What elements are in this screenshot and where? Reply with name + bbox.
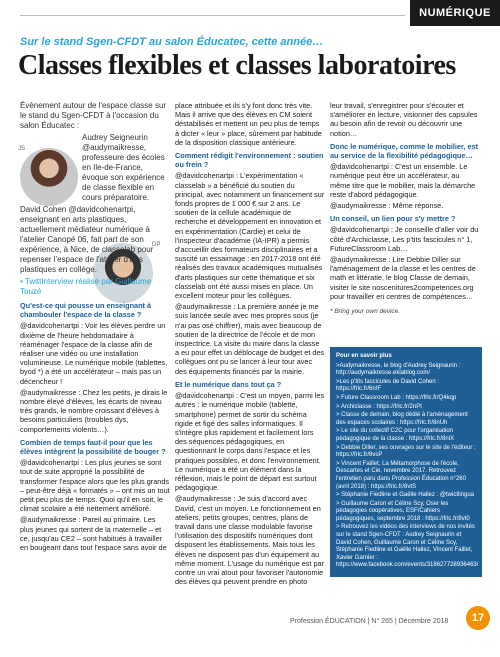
- intro-audrey: Audrey Seigneurin @audymaikresse, professeure des écoles en Ile-de-France, évoque son expérience de classe flexible en cours préparatoire.: [82, 133, 165, 202]
- answer-5a: @davidcohenartpi : C'est un ensemble. Le numérique peut être un accélérateur, au même titre que le mobilier, mais la démarche reste d'abord pédagogique.: [330, 162, 476, 199]
- more-info-title: Pour en savoir plus: [336, 353, 392, 359]
- more-info-item[interactable]: > Classe de demain, blog dédié à l'aménagement des espaces scolaires : https://frlc.fr/8nUh: [336, 412, 468, 426]
- portrait-initial-1: JS: [18, 146, 26, 152]
- answer-6b: @audymaikresse : Lire Debbie Diller sur l'aménagement de la classe et les centres de math et littératie, le blog Classe de demain, visiter le site noscenitures2competences.org pour travailler en centres de compétences…: [330, 255, 476, 301]
- header-rule: [20, 15, 405, 16]
- more-info-item[interactable]: > Le site du collectif C2C pour l'organisation pédagogique de la classe : https://frlc.fr/8nlX: [336, 428, 455, 442]
- answer-2a: @davidcohenartpi : Les plus jeunes se sont tout de suite approprié la possibilité de transformer l'espace alors que les plus grands – peut-être déjà « formatés » – ont mis un tout petit peu plus de temps. Quoi qu'il en soit, le climat scolaire a été nettement amélioré.: [20, 458, 170, 514]
- footer-text: Profession ÉDUCATION | N° 265 | Décembre 2018: [290, 618, 449, 625]
- more-info-item[interactable]: > Stéphanie Fiedline et Gaëlle Hallez : @twictlingua: [336, 492, 474, 499]
- page-number: 17: [466, 606, 490, 630]
- answer-2b-cont: place attribuée et ils s'y font donc très vite. Mais il arrive que des élèves en CM soient déstabilisés et mettent un peu plus de temps à dicter « leur » place, sûrement par habitude de la disposition classique antérieure.: [175, 101, 322, 147]
- more-info-item[interactable]: > Debbie Diller, ses ouvrages sur le site de l'éditeur : https://frlc.fr/8vsP: [336, 444, 476, 459]
- question-4: Et le numérique dans tout ça ?: [175, 379, 282, 389]
- answer-4a: @davidcohenartpi : C'est un moyen, parmi les autres : le numérique mobile (tablette, smartphone) permet de sortir du schéma rigide et figé des salles informatiques. Il s'intègre plus rapidement et facilement lors des séquences pédagogiques, en questionnant le corps dans l'espace et les pratiques possibles, et donc l'environnement. Le numérique a été un élément dans la réflexion, mais le point de départ est surtout pédagogique.: [175, 391, 325, 493]
- question-3: Comment rédigit l'environnement : soutien ou frein ?: [175, 151, 324, 170]
- question-2: Combien de temps faut-il pour que les élèves intègrent la possibilité de bouger ?: [20, 437, 166, 457]
- question-6: Un conseil, un lien pour s'y mettre ?: [330, 214, 456, 224]
- answer-6a: @davidcohenartpi : Je conseille d'aller voir du côté d'Archiclasse, Les p'tits fascicules n° 1, FutureClassroom Lab…: [330, 225, 479, 253]
- question-1: Qu'est-ce qui pousse un enseignant à chambouler l'espace de la classe ?: [20, 301, 152, 320]
- more-info-item[interactable]: > Archiclasse : https://frlc.fr/2nPt: [336, 403, 422, 410]
- intro-audrey-wrap: [82, 133, 170, 203]
- question-5: Donc le numérique, comme le mobilier, est au service de la flexibilité pédagogique…: [330, 141, 479, 161]
- more-info-item[interactable]: > Future Classroom Lab : https://frlc.fr/Q4kqp: [336, 394, 457, 401]
- more-info-box: [330, 347, 482, 577]
- more-info-item[interactable]: > Vincent Faillet, La Métamorphose de l'école, Descartes et Cie, novembre 2017. Retrouvez l'entretien paru dans Profession Éducation n°260 (avril 2018) : https://frlc.fr/8vtS: [336, 460, 466, 490]
- column-1: [20, 101, 170, 554]
- column-2: [175, 101, 325, 588]
- more-info-item[interactable]: >Les p'tits fascicules de David Cohen : https://frlc.fr/6n!F: [336, 378, 440, 393]
- more-info-item[interactable]: > Retrouvez les vidéos des interviews de nos invités sur le stand Sgen-CFDT : Audrey Seignaurin et David Cohen, Guillaume Caron et Céline Scy, Stéphanie Fiedline et Gaëlle Hallez, Vincent Faillet, Xavier Garnier : https://www.facebook.com/events/318627728936463/: [336, 524, 479, 569]
- column-3: [330, 101, 480, 318]
- intro-david-wrap: [20, 205, 154, 275]
- more-info-item[interactable]: > Guillaume Caron et Céline Scy, Oser les pédagogies coopératives, ESF/Cahiers pédagogiques, septembre 2018 : https://frlc.fr/8vt0: [336, 500, 470, 522]
- answer-3a: @davidcohenartpi : L'expérimentation « classelab » a bénéficié du soutien du principal, avec notamment un financement sur fonds propres de 1 000 € sur 2 ans. Le soutien de la cellule académique de recherche et développement en innovation et en expérimentation (Cardie) et celui de l'inspecteur d'académie (IA-IPR) a permis d'accueillir des formateurs disciplinaires et a suscité un essaimage : en 2017-2018 ont été réalisés des travaux académiques mutualisés d'arts plastiques sur cette thématique et six classelab ont été aussi mises en place. Un excellent moteur pour les collègues.: [175, 171, 325, 301]
- kicker: Sur le stand Sgen-CFDT au salon Éducatec, cette année…: [20, 36, 324, 48]
- answer-1a: @davidcohenartpi : Voir les élèves perdre un dixième de l'heure hebdomadaire à réaménager l'espace de la classe afin de réaliser une vidéo ou une installation volumineuse. Le numérique mobile (tablettes, byod *) a été un accélérateur – mais pas un décencheur !: [20, 321, 168, 386]
- intro-lead: Évènement autour de l'espace classe sur le stand du Sgen-CFDT à l'occasion du salon Éducatec :: [20, 101, 167, 130]
- answer-5b: @audymaikresse : Même réponse.: [330, 201, 444, 211]
- more-info-item[interactable]: >Audymaikresse, le blog d'Audrey Seignaurin : http://audymaikresse.eklablog.com/: [336, 362, 461, 377]
- answer-4b: @audymaikresse : Je suis d'accord avec David, c'est un moyen. Le fonctionnement en ateliers, petits groupes, centres, plans de travail dans une classe modulable favorise l'utilisation des dispositifs numériques dont disposent les établissements. Mais tous les élèves ne disposent pas d'un équipement au même moment. L'usage du numérique est par contre un vrai atout pour favoriser l'autonomie des élèves qui peuvent prendre en photo: [175, 494, 325, 587]
- section-tag: NUMÉRIQUE: [410, 0, 500, 26]
- answer-1b: @audymaikresse : Chez les petits, je dirais le nombre élevé d'élèves, les écarts de niveau très grands, le nombre croissant d'élèves à besoins particuliers (troubles dys, comportements violents…).: [20, 387, 168, 434]
- answer-2b: @audymaikresse : Pareil au primaire. Les plus jeunes qui sortent de la maternelle – et ce, jusqu'au CE2 – sont habitués à travailler en bougeant dans tout l'espace sans avoir de: [20, 515, 167, 553]
- footnote: * Bring your own device.: [330, 308, 401, 316]
- intro-david: David Cohen @davidcohenartpi, enseignant en arts plastiques, actuellement médiateur numérique à l'atelier Canopé 06, fait part de son expérience, à Nice, de classelab pour repenser l'espace de l'atelier d'arts plastiques en collège.: [20, 205, 154, 274]
- answer-4b-cont: leur travail, s'enregistrer pour s'écouter et s'améliorer en lecture, visionner des capsules au besoin afin de revoir ou découvrir une notion…: [330, 101, 478, 138]
- answer-3b: @audymaikresse : La première année je me suis lancée seule avec mes propres sous (je n'ai pas osé chiffrer), mais avec beaucoup de soutien de la directrice de l'école et de mon inspectrice. La visite du maire dans la classe a eu pour effet un déblocage de budget et des collègues ont pu se lancer à leur tour avec des équipements financés par la mairie.: [175, 302, 325, 376]
- page-title: Classes flexibles et classes laboratoires: [18, 50, 456, 81]
- intro-credit: • TwittInterview réalisé par Guillaume Touzé: [20, 277, 152, 296]
- portrait-initial-2: DP: [152, 242, 161, 248]
